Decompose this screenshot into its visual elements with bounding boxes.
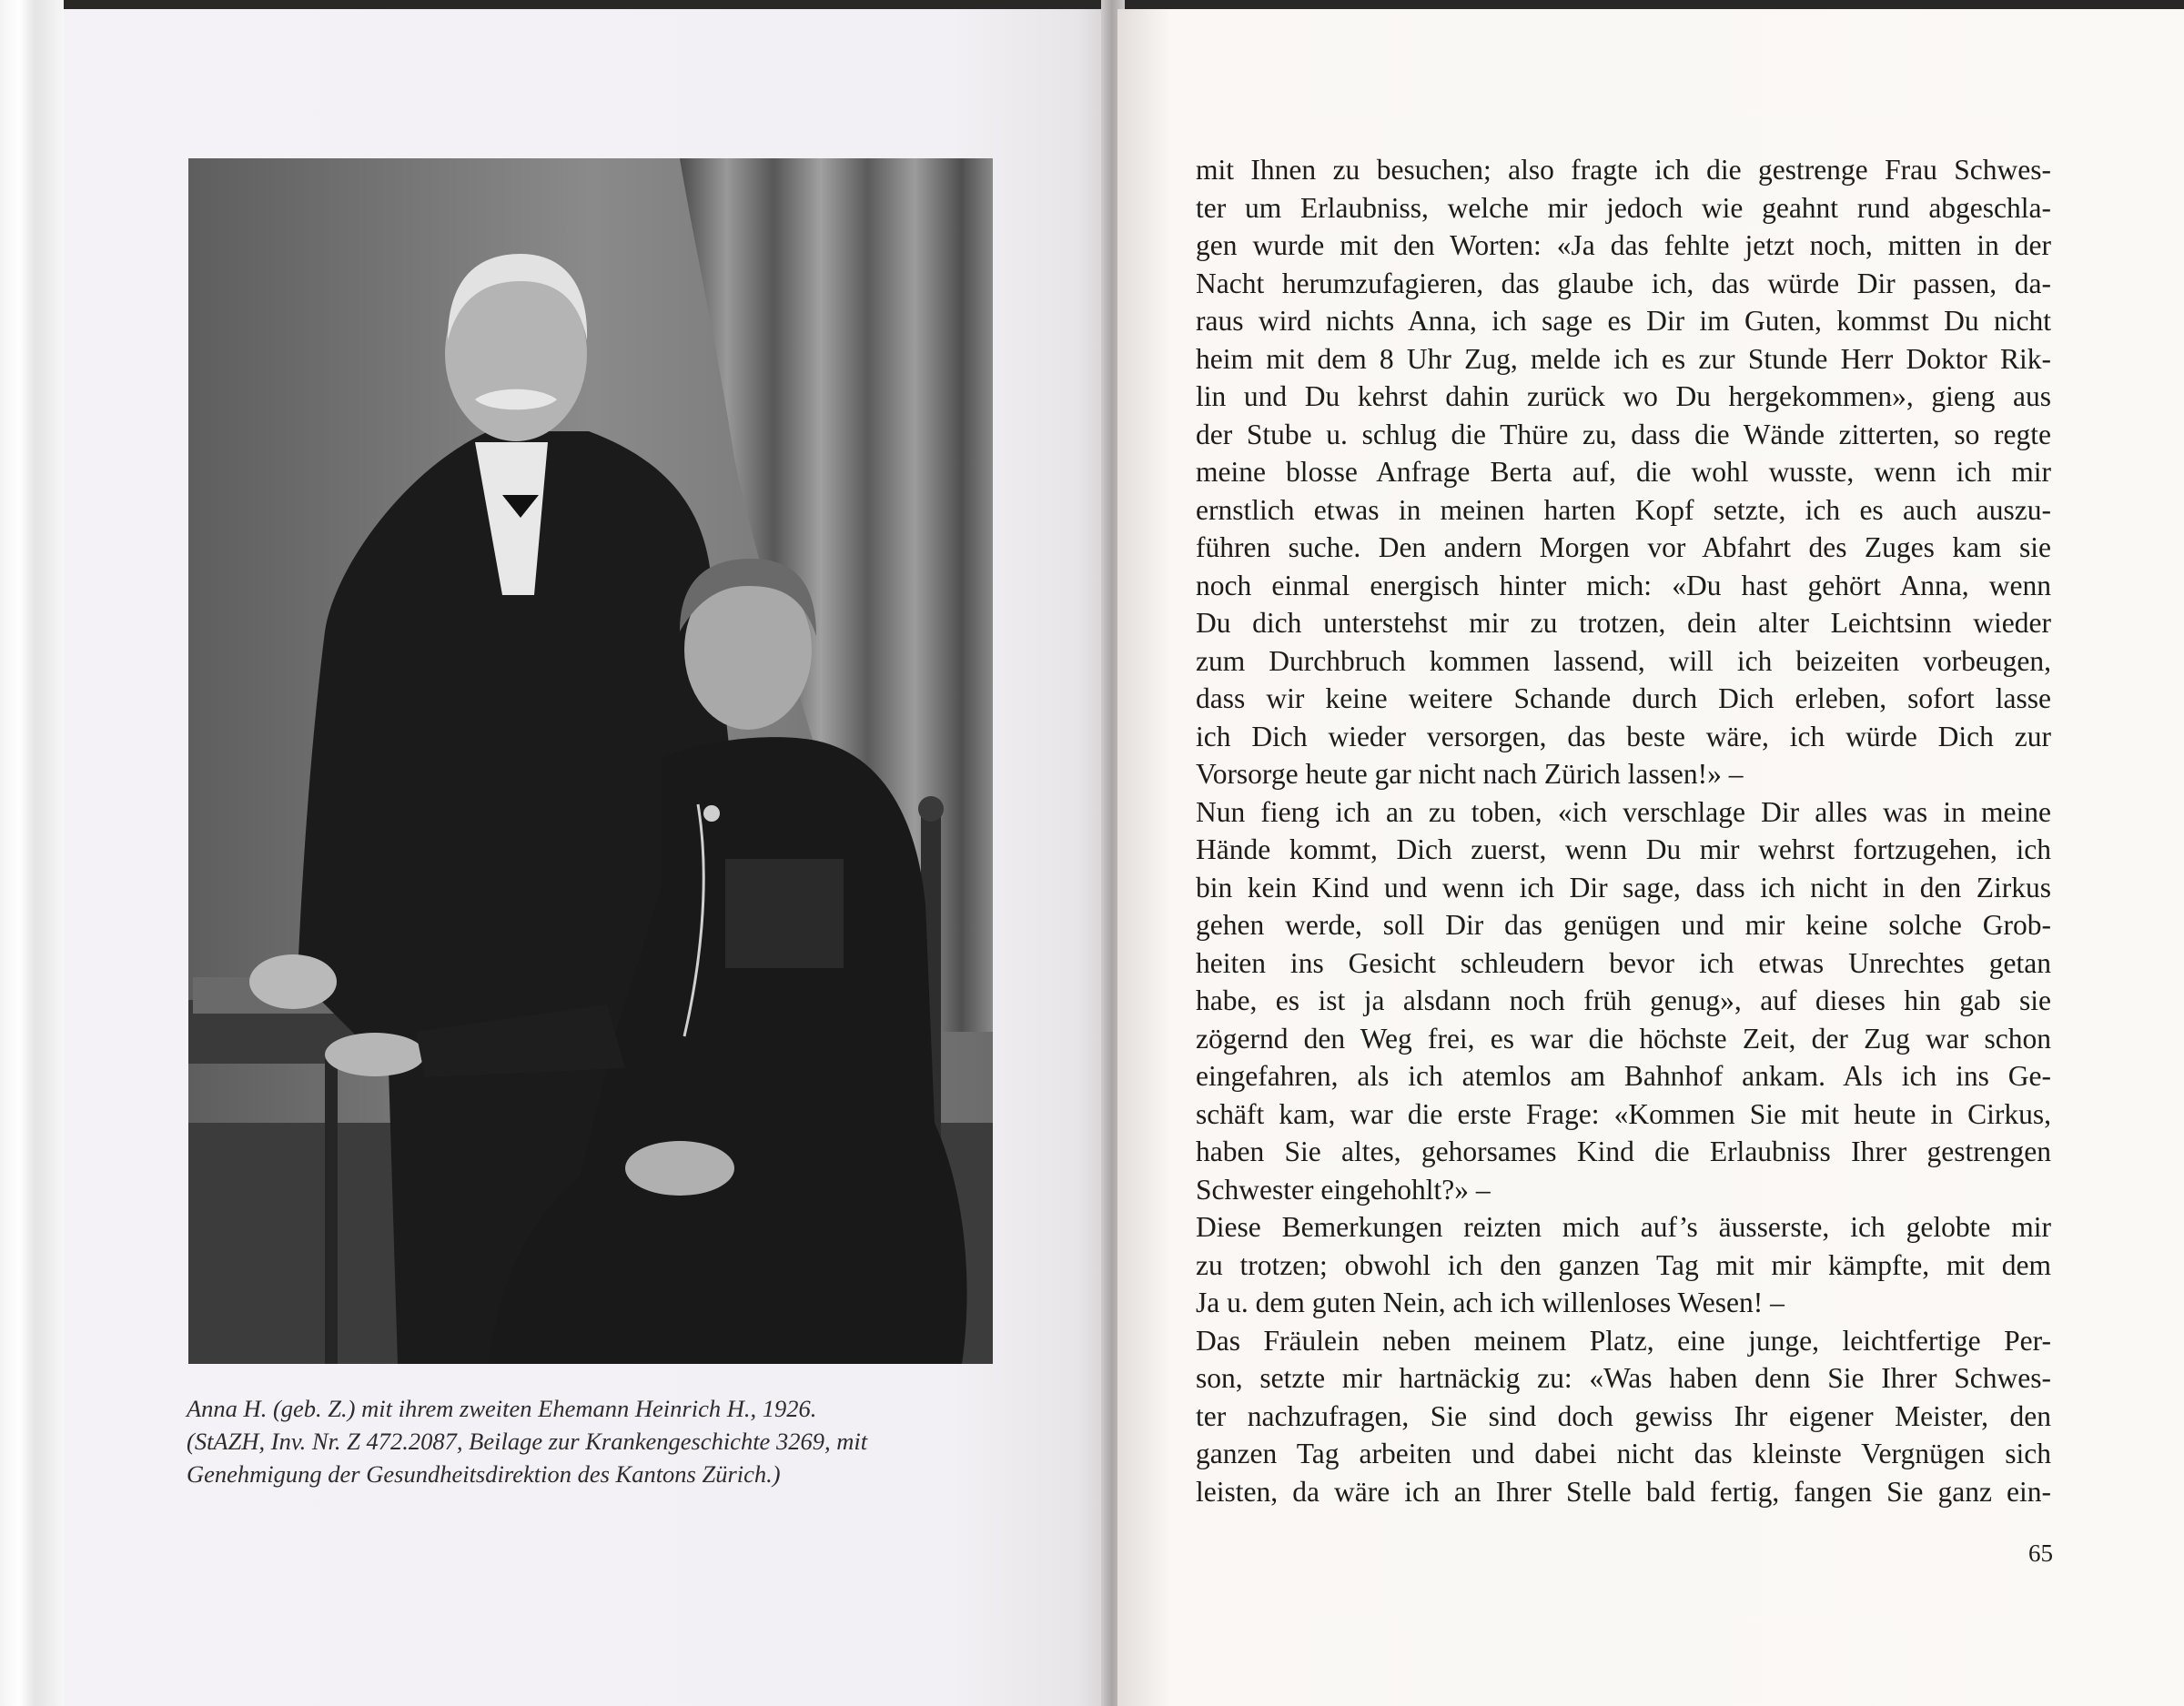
- text-line: noch einmal energisch hinter mich: «Du hast gehört Anna, wenn: [1196, 569, 2051, 601]
- text-line: son, setzte mir hartnäckig zu: «Was haben denn Sie Ihrer Schwes-: [1196, 1362, 2051, 1394]
- text-line: Schwester eingehohlt?» –: [1196, 1173, 1491, 1206]
- text-line: haben Sie altes, gehorsames Kind die Erlaubniss Ihrer gestrengen: [1196, 1136, 2051, 1167]
- text-line: gehen werde, soll Dir das genügen und mir keine solche Grob-: [1196, 909, 2051, 941]
- text-line: raus wird nichts Anna, ich sage es Dir im Guten, kommst Du nicht: [1196, 305, 2051, 337]
- text-line: zum Durchbruch kommen lassend, will ich beizeiten vorbeugen,: [1196, 644, 2051, 677]
- text-line: Das Fräulein neben meinem Platz, eine junge, leichtfertige Per-: [1196, 1324, 2051, 1357]
- text-line: eingefahren, als ich atemlos am Bahnhof ankam. Als ich ins Ge-: [1196, 1060, 2051, 1092]
- page-number: 65: [2028, 1539, 2053, 1567]
- text-line: ernstlich etwas in meinen harten Kopf setzte, ich es auch auszu-: [1196, 493, 2051, 526]
- text-line: lin und Du kehrst dahin zurück wo Du hergekommen», gieng aus: [1196, 380, 2051, 412]
- text-line: Nacht herumzufagieren, das glaube ich, das würde Dir passen, da-: [1196, 267, 2051, 299]
- book-page-edges: [0, 0, 64, 1706]
- text-line: ter um Erlaubniss, welche mir jedoch wie geahnt rund abgeschla-: [1196, 191, 2051, 224]
- text-line: schäft kam, war die erste Frage: «Kommen Sie mit heute in Cirkus,: [1196, 1097, 2051, 1130]
- text-line: der Stube u. schlug die Thüre zu, dass die Wände zitterten, so regte: [1196, 418, 2051, 450]
- text-line: ter nachzufragen, Sie sind doch gewiss Ihr eigener Meister, den: [1196, 1399, 2051, 1432]
- text-line: Du dich unterstehst mir zu trotzen, dein alter Leichtsinn wieder: [1196, 607, 2051, 639]
- text-line: zögernd den Weg frei, es war die höchste Zeit, der Zug war schon: [1196, 1022, 2051, 1055]
- text-line: Nun fieng ich an zu toben, «ich verschlage Dir alles was in meine: [1196, 795, 2051, 828]
- text-line: mit Ihnen zu besuchen; also fragte ich die gestrenge Frau Schwes-: [1196, 154, 2051, 186]
- caption-line: Genehmigung der Gesundheitsdirektion des Kantons Zürich.): [187, 1460, 781, 1488]
- text-line: Hände kommt, Dich zuerst, wenn Du mir wehrst fortzugehen, ich: [1196, 833, 2051, 865]
- text-line: heim mit dem 8 Uhr Zug, melde ich es zur Stunde Herr Doktor Rik-: [1196, 342, 2051, 375]
- text-line: Ja u. dem guten Nein, ach ich willenloses Wesen! –: [1196, 1287, 1785, 1318]
- text-line: ganzen Tag arbeiten und dabei nicht das kleinste Vergnügen sich: [1196, 1438, 2051, 1469]
- portrait-photo-icon: [188, 158, 993, 1364]
- text-line: führen suche. Den andern Morgen vor Abfahrt des Zuges kam sie: [1196, 531, 2051, 563]
- text-line: gen wurde mit den Worten: «Ja das fehlte jetzt noch, mitten in der: [1196, 229, 2051, 261]
- text-line: Vorsorge heute gar nicht nach Zürich lassen!» –: [1196, 758, 1744, 790]
- photo-caption: [187, 1392, 987, 1490]
- text-line: dass wir keine weitere Schande durch Dich erleben, sofort lasse: [1196, 682, 2051, 714]
- caption-line: (StAZH, Inv. Nr. Z 472.2087, Beilage zur Krankengeschichte 3269, mit: [187, 1428, 868, 1455]
- text-line: meine blosse Anfrage Berta auf, die wohl wusste, wenn ich mir: [1196, 456, 2051, 488]
- text-line: ich Dich wieder versorgen, das beste wäre, ich würde Dich zur: [1196, 720, 2051, 752]
- text-line: bin kein Kind und wenn ich Dir sage, dass ich nicht in den Zirkus: [1196, 871, 2051, 903]
- text-line: Diese Bemerkungen reizten mich auf’s äusserste, ich gelobte mir: [1196, 1211, 2051, 1243]
- text-line: heiten ins Gesicht schleudern bevor ich etwas Unrechtes getan: [1196, 946, 2051, 979]
- text-line: habe, es ist ja alsdann noch früh genug», auf dieses hin gab sie: [1196, 984, 2051, 1016]
- text-line: leisten, da wäre ich an Ihrer Stelle bald fertig, fangen Sie ganz ein-: [1196, 1475, 2051, 1508]
- portrait-photo: [188, 158, 993, 1364]
- caption-line: Anna H. (geb. Z.) mit ihrem zweiten Ehemann Heinrich H., 1926.: [187, 1395, 817, 1422]
- body-text: [1196, 151, 2051, 1510]
- text-line: zu trotzen; obwohl ich den ganzen Tag mit mir kämpfte, mit dem: [1196, 1248, 2051, 1281]
